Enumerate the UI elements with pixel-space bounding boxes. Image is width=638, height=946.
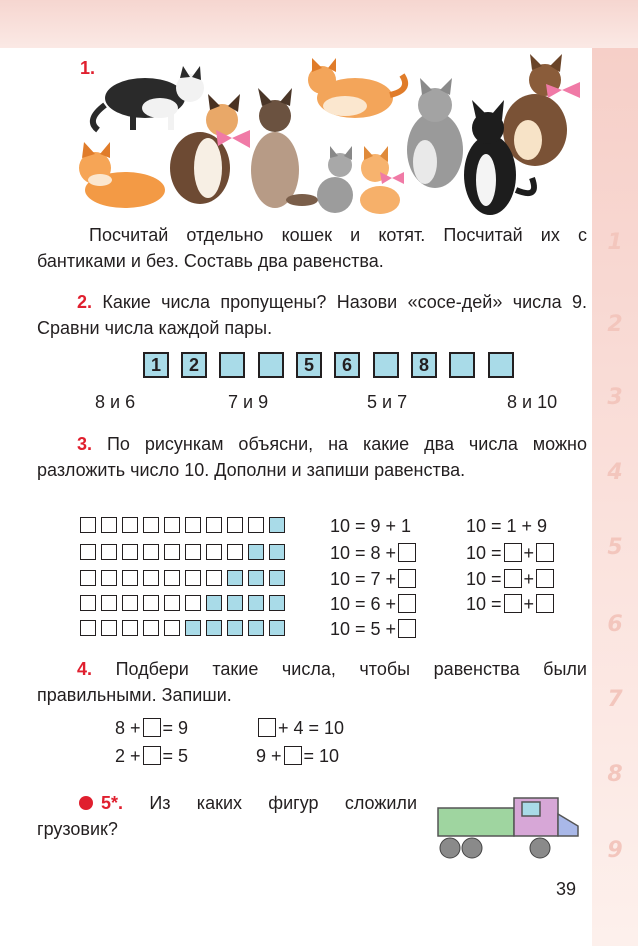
answer-box (504, 594, 522, 613)
grid-cell-filled (269, 595, 285, 611)
equation: 9 + = 10 (256, 746, 340, 766)
grid-cell (206, 544, 222, 560)
side-number: 4 (607, 460, 623, 485)
wheel-shape (530, 838, 550, 858)
side-number: 8 (607, 762, 623, 787)
exercise-3-number: 3. (77, 434, 93, 454)
answer-box (258, 718, 276, 737)
equation: 10 = + (466, 594, 556, 615)
grid-cell-filled (206, 620, 222, 636)
grid-cell (206, 570, 222, 586)
top-band (0, 0, 638, 48)
grid-cell-filled (269, 517, 285, 533)
answer-box (398, 543, 416, 562)
kitten-illustration (79, 142, 165, 208)
exercise-1-text: Посчитай отдельно кошек и котят. Посчитай их с бантиками и без. Составь два равенства. (37, 225, 587, 271)
kitten-illustration (317, 146, 353, 213)
grid-cell (227, 544, 243, 560)
truck-illustration (432, 790, 584, 860)
answer-box (398, 594, 416, 613)
grid-cell (80, 570, 96, 586)
sequence-box: 8 (411, 352, 437, 378)
truck-rectangle-shape (438, 808, 514, 836)
equation: + 4 = 10 (256, 718, 344, 739)
grid-cell (185, 517, 201, 533)
grid-cell-filled (269, 544, 285, 560)
grid-cell (164, 595, 180, 611)
equation: 10 = 9 + 1 (330, 516, 412, 536)
grid-cell (143, 595, 159, 611)
grid-cell-filled (248, 544, 264, 560)
side-number: 9 (607, 838, 623, 863)
grid-cell (206, 517, 222, 533)
equation: 2 + = 5 (115, 746, 189, 766)
sequence-box: 1 (143, 352, 169, 378)
grid-cell (101, 620, 117, 636)
grid-cell (122, 517, 138, 533)
grid-cell (80, 595, 96, 611)
wheel-shape (462, 838, 482, 858)
grid-cell-filled (248, 595, 264, 611)
sequence-box: 2 (181, 352, 207, 378)
exercise-2-number: 2. (77, 292, 93, 312)
sequence-box (488, 352, 514, 378)
compare-pair: 5 и 7 (367, 392, 408, 412)
answer-box (504, 569, 522, 588)
compare-pair: 7 и 9 (228, 392, 269, 412)
equation: 10 = 8 + (330, 543, 418, 564)
side-number: 2 (607, 312, 623, 337)
grid-cell (80, 517, 96, 533)
grid-cell (164, 544, 180, 560)
sequence-box (449, 352, 475, 378)
grid-cell (185, 595, 201, 611)
grid-cell (164, 620, 180, 636)
grid-cell-filled (248, 620, 264, 636)
cat-illustration (93, 66, 204, 130)
answer-box (536, 543, 554, 562)
exercise-3-text (37, 431, 587, 483)
grid-cell-filled (185, 620, 201, 636)
answer-box (398, 619, 416, 638)
truck-triangle-shape (558, 814, 578, 836)
grid-cell (80, 620, 96, 636)
grid-cell (248, 517, 264, 533)
side-number: 5 (607, 535, 623, 560)
exercise-5-text (37, 790, 417, 842)
grid-cell-filled (248, 570, 264, 586)
cats-illustration (40, 50, 590, 218)
answer-box (284, 746, 302, 765)
equation: 10 = + (466, 543, 556, 564)
grid-cell (101, 517, 117, 533)
grid-cell (164, 570, 180, 586)
truck-window-shape (522, 802, 540, 816)
equation: 10 = 7 + (330, 569, 418, 590)
grid-cell (101, 595, 117, 611)
side-number: 7 (607, 687, 623, 712)
compare-pair: 8 и 10 (507, 392, 558, 412)
grid-cell (80, 544, 96, 560)
equation: 10 = 5 + (330, 619, 418, 640)
grid-cell (227, 517, 243, 533)
sequence-box: 5 (296, 352, 322, 378)
equation: 8 + = 9 (115, 718, 189, 738)
exercise-2-body: Какие числа пропущены? Назови «сосе-дей» числа 9. Сравни числа каждой пары. (37, 292, 587, 338)
grid-cell-filled (227, 620, 243, 636)
grid-cell (122, 570, 138, 586)
sequence-box (219, 352, 245, 378)
sequence-box (258, 352, 284, 378)
answer-box (143, 746, 161, 765)
grid-cell (122, 544, 138, 560)
answer-box (504, 543, 522, 562)
exercise-5-body: Из каких фигур сложили грузовик? (37, 793, 417, 839)
side-number: 6 (607, 612, 623, 637)
cat-illustration (251, 88, 318, 208)
side-number: 1 (607, 230, 623, 255)
compare-pair: 8 и 6 (95, 392, 136, 412)
answer-box (536, 569, 554, 588)
cat-illustration (503, 54, 580, 166)
cat-illustration (407, 78, 463, 188)
exercise-4-number: 4. (77, 659, 93, 679)
side-number: 3 (607, 385, 623, 410)
grid-cell-filled (227, 570, 243, 586)
grid-cell (143, 570, 159, 586)
grid-cell (143, 620, 159, 636)
grid-cell-filled (269, 620, 285, 636)
exercise-4-text (37, 656, 587, 708)
answer-box (536, 594, 554, 613)
sequence-box: 6 (334, 352, 360, 378)
exercise-1-number: 1. (80, 58, 96, 78)
grid-cell (122, 620, 138, 636)
cat-illustration (170, 94, 250, 204)
exercise-4-body: Подбери такие числа, чтобы равенства были правильными. Запиши. (37, 659, 587, 705)
answer-box (143, 718, 161, 737)
answer-box (398, 569, 416, 588)
wheel-shape (440, 838, 460, 858)
cat-illustration (308, 58, 405, 118)
grid-cell (101, 544, 117, 560)
side-band (592, 48, 638, 946)
page-number: 39 (556, 879, 577, 899)
equation: 10 = 6 + (330, 594, 418, 615)
grid-cell-filled (269, 570, 285, 586)
grid-cell (143, 517, 159, 533)
kitten-illustration (360, 146, 404, 214)
grid-cell (185, 570, 201, 586)
equation: 10 = + (466, 569, 556, 590)
grid-cell (122, 595, 138, 611)
grid-cell-filled (227, 595, 243, 611)
exercise-5-number: 5*. (101, 793, 124, 813)
grid-cell (143, 544, 159, 560)
equation: 10 = 1 + 9 (466, 516, 548, 536)
grid-cell-filled (206, 595, 222, 611)
grid-cell (185, 544, 201, 560)
grid-cell (164, 517, 180, 533)
exercise-3-body: По рисункам объясни, на какие два числа можно разложить число 10. Дополни и запиши равенства. (37, 434, 587, 480)
sequence-box (373, 352, 399, 378)
exercise-2-text (37, 289, 587, 341)
grid-cell (101, 570, 117, 586)
